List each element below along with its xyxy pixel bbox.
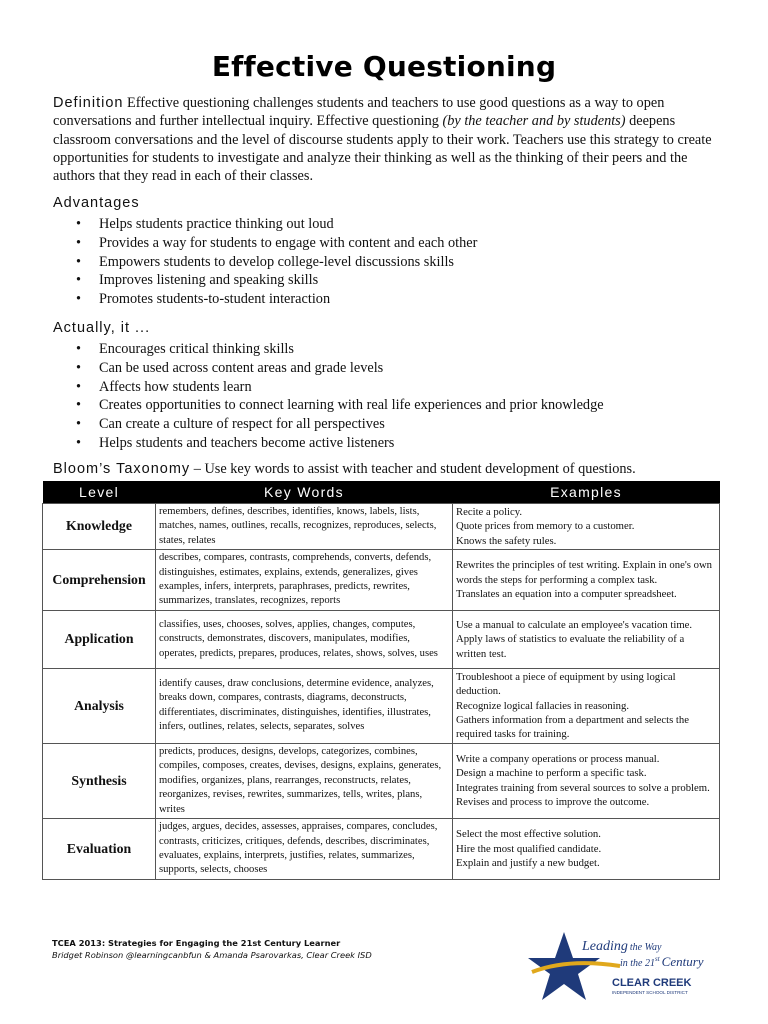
examples-cell: Use a manual to calculate an employee's vacation time. Apply laws of statistics to evaluate the reliability of a written test. (453, 610, 720, 668)
table-row (43, 818, 720, 879)
level-cell: Application (43, 610, 156, 668)
advantages-list (53, 215, 477, 309)
definition-paragraph (53, 94, 721, 185)
blooms-intro (53, 461, 636, 478)
list-item: • Can create a culture of respect for all perspectives (53, 415, 604, 434)
list-item: • Promotes students-to-student interaction (53, 290, 477, 309)
svg-text:in the 21stCentury (620, 954, 704, 969)
page-title: Effective Questioning (211, 50, 557, 83)
keywords-cell: classifies, uses, chooses, solves, applies, changes, computes, constructs, demonstrates, discovers, manipulates, modifies, operates, predicts, prepares, produces, relates, shows, solves, uses (156, 610, 453, 668)
blooms-heading: Bloom’s Taxonomy (53, 461, 191, 477)
examples-cell: Write a company operations or process manual. Design a machine to perform a specific task. Integrates training from several sources to solve a problem. Revises and process to improve the outcome. (453, 743, 720, 818)
examples-cell: Rewrites the principles of test writing. Explain in one's own words the steps for performing a complex task. Translates an equation into a computer spreadsheet. (453, 550, 720, 611)
svg-text:Leadingthe Way (581, 939, 662, 954)
level-cell: Knowledge (43, 504, 156, 550)
examples-cell: Recite a policy. Quote prices from memory to a customer. Knows the safety rules. (453, 504, 720, 550)
examples-cell: Select the most effective solution. Hire the most qualified candidate. Explain and justify a new budget. (453, 818, 720, 879)
logo-tagline-the-way: the Way (629, 942, 662, 953)
definition-text-2: deepens classroom conversations and the level of discourse students apply to their work. Teachers use this strategy to create opportunities for students to investigate and analyze their thinking as well as the thinking of their peers and the authors that they read in each of their classes. (53, 113, 712, 185)
logo-tagline-leading: Leading (582, 939, 628, 954)
level-cell: Comprehension (43, 550, 156, 611)
table-row (43, 504, 720, 550)
keywords-cell: remembers, defines, describes, identifies, knows, labels, lists, matches, names, outlines, recalls, recognizes, reproduces, selects, states, relates (156, 504, 453, 550)
footer-event-title: TCEA 2013: Strategies for Engaging the 21st Century Learner (52, 938, 341, 948)
table-header-row (43, 481, 720, 504)
column-header-level: Level (43, 481, 156, 504)
table-row (43, 743, 720, 818)
keywords-cell: describes, compares, contrasts, comprehends, converts, defends, distinguishes, estimates, explains, extends, generalizes, gives examples, infers, interprets, paraphrases, predicts, rewrites, summarizes, translates, recognizes, reports (156, 550, 453, 611)
level-cell: Synthesis (43, 743, 156, 818)
logo-tagline-century: Century (661, 954, 704, 969)
logo-tagline-sup: st (655, 955, 660, 963)
table-row (43, 610, 720, 668)
definition-text-italic: (by the teacher and by students) (442, 113, 626, 130)
blooms-subtext: – Use key words to assist with teacher and student development of questions. (190, 461, 636, 477)
keywords-cell: identify causes, draw conclusions, determine evidence, analyzes, breaks down, compares, contrasts, diagrams, deconstructs, differentiates, discriminates, distinguishes, identifies, illustrates, infers, outlines, relates, selects, separates, solves (156, 668, 453, 743)
list-item: • Creates opportunities to connect learning with real life experiences and prior knowledge (53, 396, 604, 415)
table-row (43, 550, 720, 611)
advantages-heading: Advantages (53, 195, 140, 211)
logo-subname: INDEPENDENT SCHOOL DISTRICT (612, 990, 688, 995)
list-item: • Improves listening and speaking skills (53, 271, 477, 290)
definition-text-1: Effective questioning challenges students and teachers to use good questions as a way to open conversations and further intellectual inquiry. Effective questioning (53, 95, 665, 130)
clear-creek-logo (528, 928, 718, 1010)
list-item: • Affects how students learn (53, 378, 604, 397)
column-header-examples: Examples (453, 481, 720, 504)
column-header-key-words: Key Words (156, 481, 453, 504)
list-item: • Provides a way for students to engage with content and each other (53, 234, 477, 253)
list-item: • Can be used across content areas and grade levels (53, 359, 604, 378)
keywords-cell: judges, argues, decides, assesses, appraises, compares, concludes, contrasts, criticizes, critiques, defends, describes, discriminates, evaluates, explains, interprets, justifies, relates, summarizes, supports, selects, chooses (156, 818, 453, 879)
logo-tagline-in-the: in the 21 (620, 958, 655, 969)
list-item: • Empowers students to develop college-level discussions skills (53, 253, 477, 272)
blooms-table (42, 481, 720, 880)
actually-list (53, 340, 604, 453)
actually-heading: Actually, it ... (53, 320, 151, 336)
table-row (43, 668, 720, 743)
level-cell: Evaluation (43, 818, 156, 879)
list-item: • Encourages critical thinking skills (53, 340, 604, 359)
footer-authors: Bridget Robinson @learningcanbfun & Amanda Psarovarkas, Clear Creek ISD (52, 950, 372, 960)
examples-cell: Troubleshoot a piece of equipment by using logical deduction. Recognize logical fallacies in reasoning. Gathers information from a department and selects the required tasks for training. (453, 668, 720, 743)
keywords-cell: predicts, produces, designs, develops, categorizes, combines, compiles, composes, creates, devises, designs, explains, generates, modifies, organizes, plans, rearranges, reconstructs, relates, reorganizes, revises, rewrites, summarizes, tells, writes, plans, writes (156, 743, 453, 818)
logo-name: CLEAR CREEK (612, 977, 692, 989)
definition-heading: Definition (53, 95, 124, 111)
list-item: • Helps students and teachers become active listeners (53, 434, 604, 453)
level-cell: Analysis (43, 668, 156, 743)
list-item: • Helps students practice thinking out loud (53, 215, 477, 234)
